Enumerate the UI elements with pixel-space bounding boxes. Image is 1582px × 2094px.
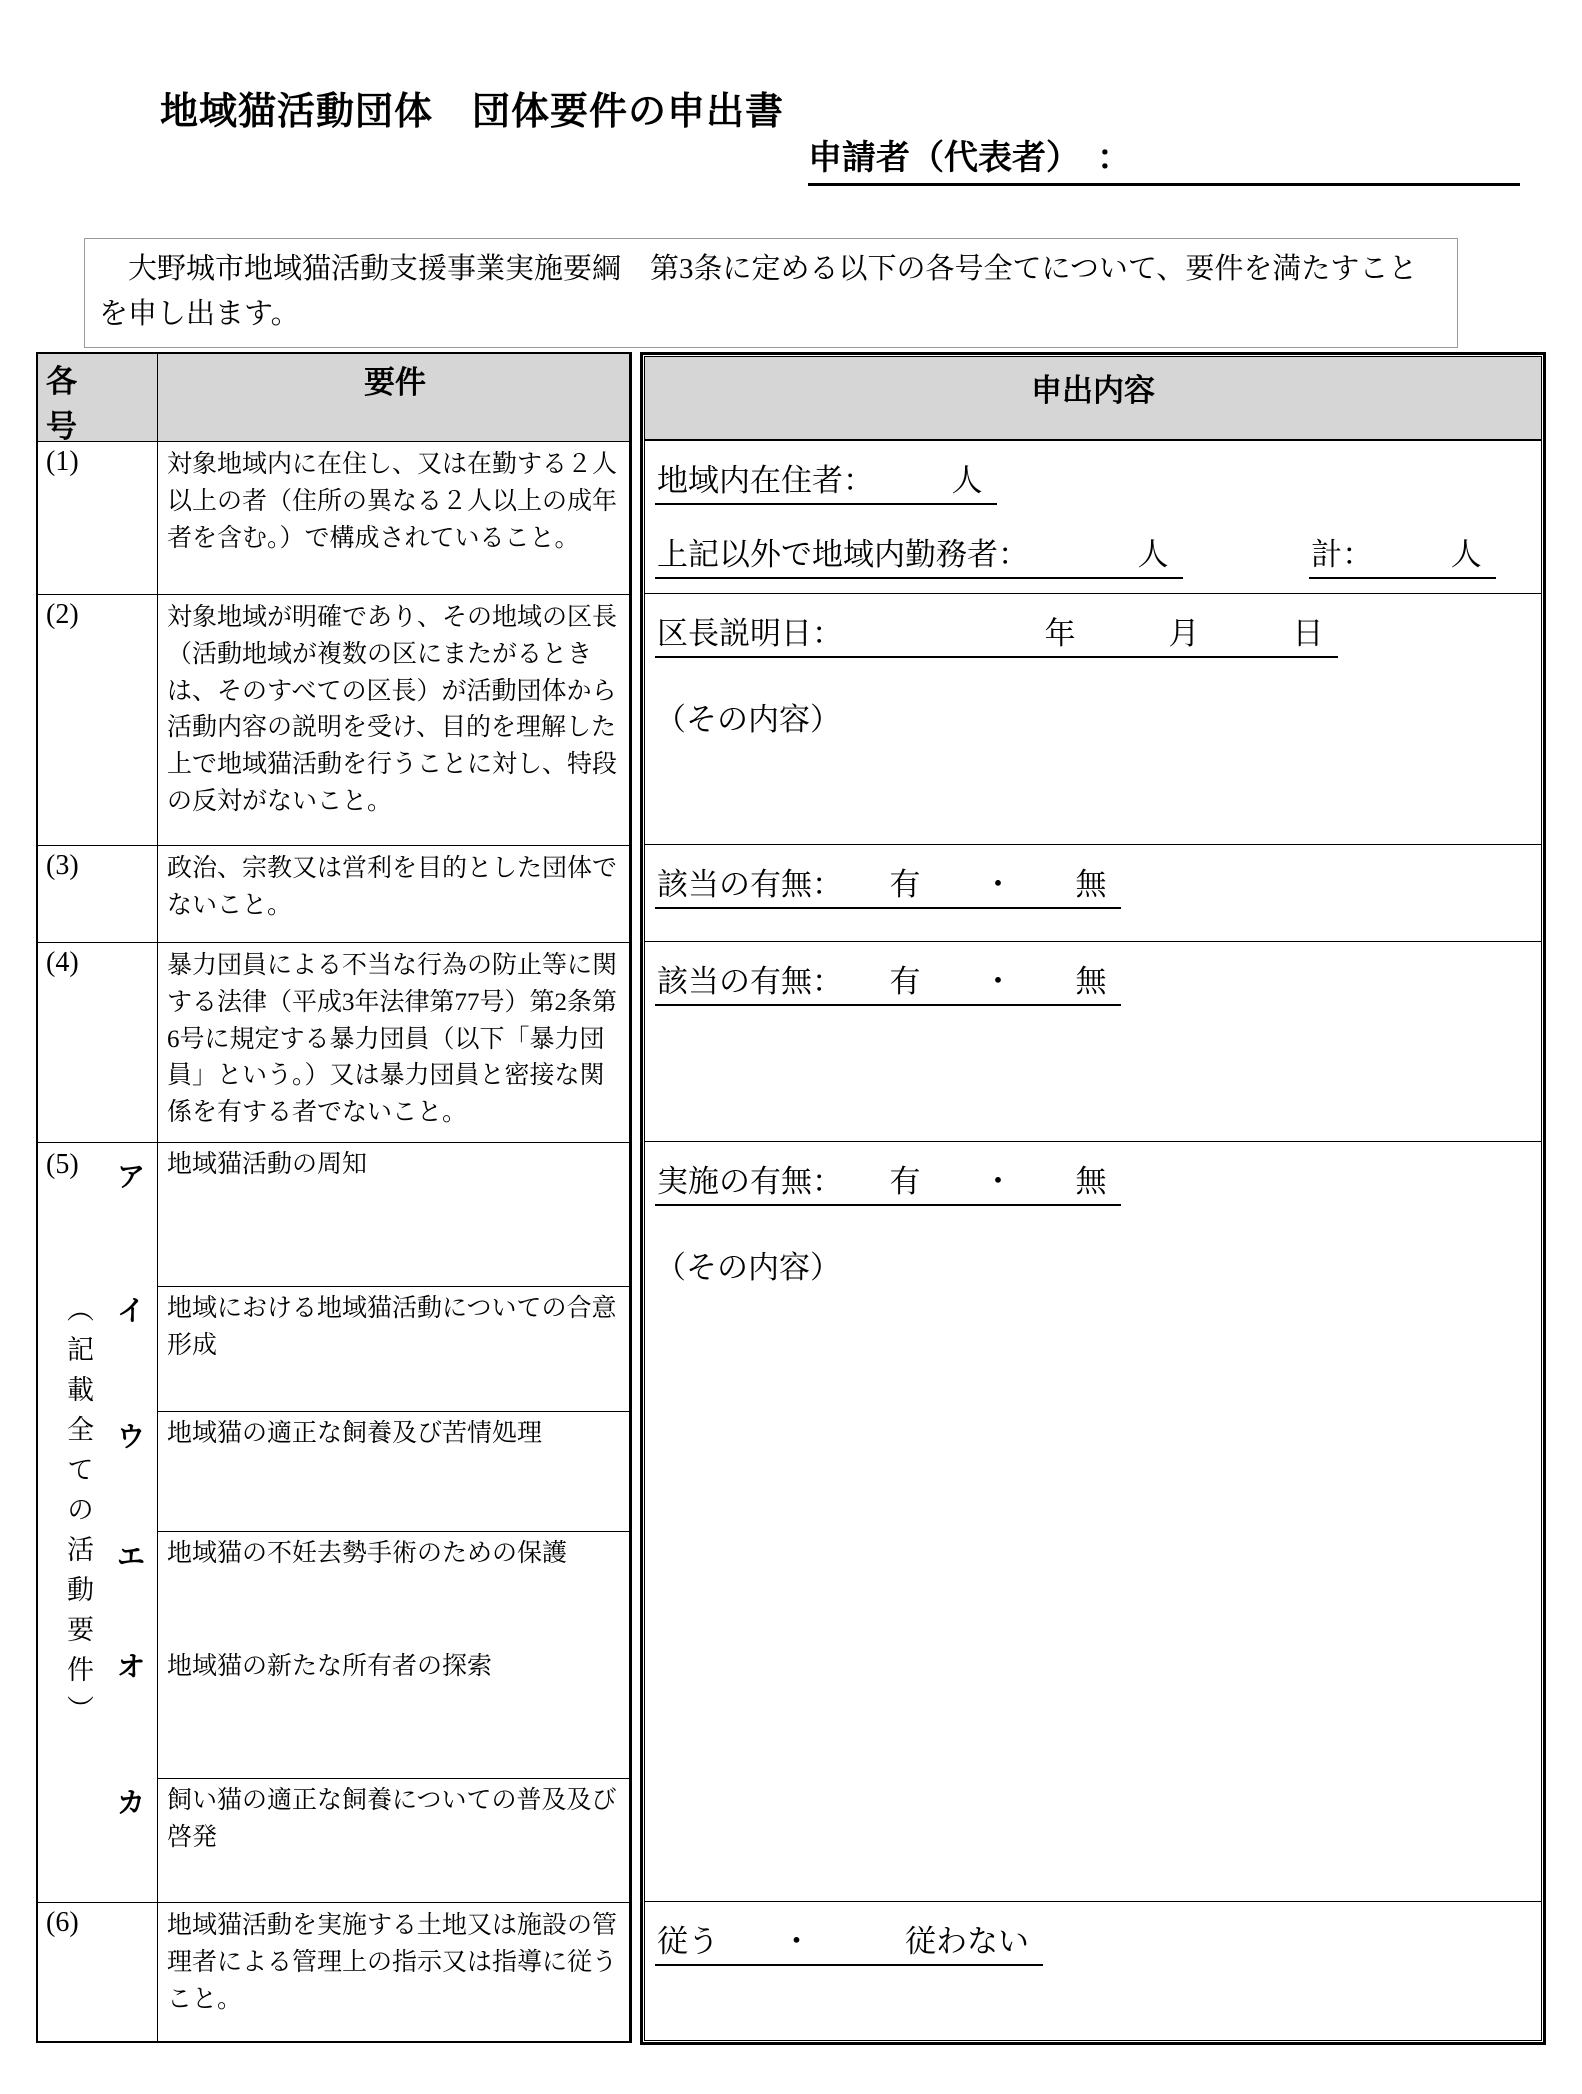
declaration-cell xyxy=(645,441,1541,594)
requirement-text: 対象地域が明確であり、その地域の区長（活動地域が複数の区にまたがるときは、そのすべての区長）が活動団体から活動内容の説明を受け、目的を理解した上で地域猫活動を行うことに対し、特段の反対がないこと。 xyxy=(167,604,618,815)
requirement-text: 対象地域内に在住し、又は在勤する２人以上の者（住所の異なる２人以上の成年者を含む。）で構成されていること。 xyxy=(167,451,618,552)
declaration-cell xyxy=(645,594,1541,845)
form-table xyxy=(36,352,1546,2045)
fill-total: 計： 人 xyxy=(1309,529,1496,579)
row-no: (5) xyxy=(46,1149,79,1180)
vertical-note: （記載全ての活動要件） xyxy=(63,1295,93,1735)
declaration-cell xyxy=(645,845,1541,942)
table-row xyxy=(38,442,629,595)
sub-item-text: 地域猫活動の周知 xyxy=(158,1143,629,1287)
applicant-label: 申請者（代表者） ： xyxy=(808,139,1131,177)
applicant-signature-line xyxy=(808,130,1520,186)
row-no: (4) xyxy=(38,943,158,1142)
sub-item-text xyxy=(158,1532,629,1779)
table-header-row xyxy=(38,354,629,442)
fill-workers: 上記以外で地域内勤務者： 人 xyxy=(655,529,1183,579)
sub-item-text-e: 地域猫の不妊去勢手術のための保護 xyxy=(167,1540,568,1567)
table-row xyxy=(38,1903,629,2041)
sub-item-letter: オ xyxy=(116,1651,145,1682)
page-title: 地域猫活動団体 団体要件の申出書 xyxy=(160,91,785,133)
content-label: （その内容） xyxy=(655,1250,841,1285)
fill-residents: 地域内在住者： 人 xyxy=(655,455,997,505)
sub-items-column xyxy=(158,1143,629,1902)
content-label: （その内容） xyxy=(655,702,841,737)
row-no: (6) xyxy=(38,1903,158,2041)
sub-item-letter: ア xyxy=(116,1161,145,1192)
requirement-text: 地域猫活動を実施する土地又は施設の管理者による管理上の指示又は指導に従うこと。 xyxy=(167,1912,618,2013)
fill-follow: 従う ・ 従わない xyxy=(655,1916,1043,1966)
row-no: (1) xyxy=(38,442,158,594)
sub-item-letter: ウ xyxy=(116,1421,145,1452)
requirement-text: 暴力団員による不当な行為の防止等に関する法律（平成3年法律第77号）第2条第6号に規定する暴力団員（以下「暴力団員」という。）又は暴力団員と密接な関係を有する者でないこと。 xyxy=(167,952,618,1126)
header-requirement: 要件 xyxy=(364,365,426,400)
requirements-table xyxy=(36,352,632,2043)
notice-box xyxy=(84,238,1458,348)
row-no: (2) xyxy=(38,595,158,845)
fill-implementation: 実施の有無： 有 ・ 無 xyxy=(655,1156,1121,1206)
table-row xyxy=(38,595,629,846)
row-no: (3) xyxy=(38,846,158,942)
fill-applicability-3: 該当の有無： 有 ・ 無 xyxy=(655,859,1121,909)
table-row xyxy=(38,846,629,943)
sub-item-text: 飼い猫の適正な飼養についての普及及び啓発 xyxy=(167,1787,617,1851)
row-no-cell xyxy=(38,1143,158,1902)
fill-explanation-date: 区長説明日： 年 月 日 xyxy=(655,608,1338,658)
sub-item-letter: エ xyxy=(116,1541,145,1572)
sub-item-text-o: 地域猫の新たな所有者の探索 xyxy=(167,1652,493,1680)
declaration-table xyxy=(640,352,1546,2045)
table-row-5 xyxy=(38,1143,629,1903)
fill-applicability-4: 該当の有無： 有 ・ 無 xyxy=(655,956,1121,1006)
declaration-cell xyxy=(645,1142,1541,1902)
header-item-no: 各号 xyxy=(38,354,158,441)
notice-text: 大野城市地域猫活動支援事業実施要綱 第3条に定める以下の各号全てについて、要件を満たすことを申し出ます。 xyxy=(99,253,1418,330)
table-row xyxy=(38,943,629,1143)
declaration-cell xyxy=(645,1902,1541,2040)
requirement-text: 政治、宗教又は営利を目的とした団体でないこと。 xyxy=(167,855,618,919)
sub-item-letter: イ xyxy=(116,1295,145,1326)
header-declaration: 申出内容 xyxy=(645,357,1541,441)
declaration-cell xyxy=(645,942,1541,1142)
sub-item-letter: カ xyxy=(116,1787,145,1818)
sub-item-text: 地域における地域猫活動についての合意形成 xyxy=(158,1287,629,1412)
sub-item-text: 地域猫の適正な飼養及び苦情処理 xyxy=(158,1412,629,1532)
